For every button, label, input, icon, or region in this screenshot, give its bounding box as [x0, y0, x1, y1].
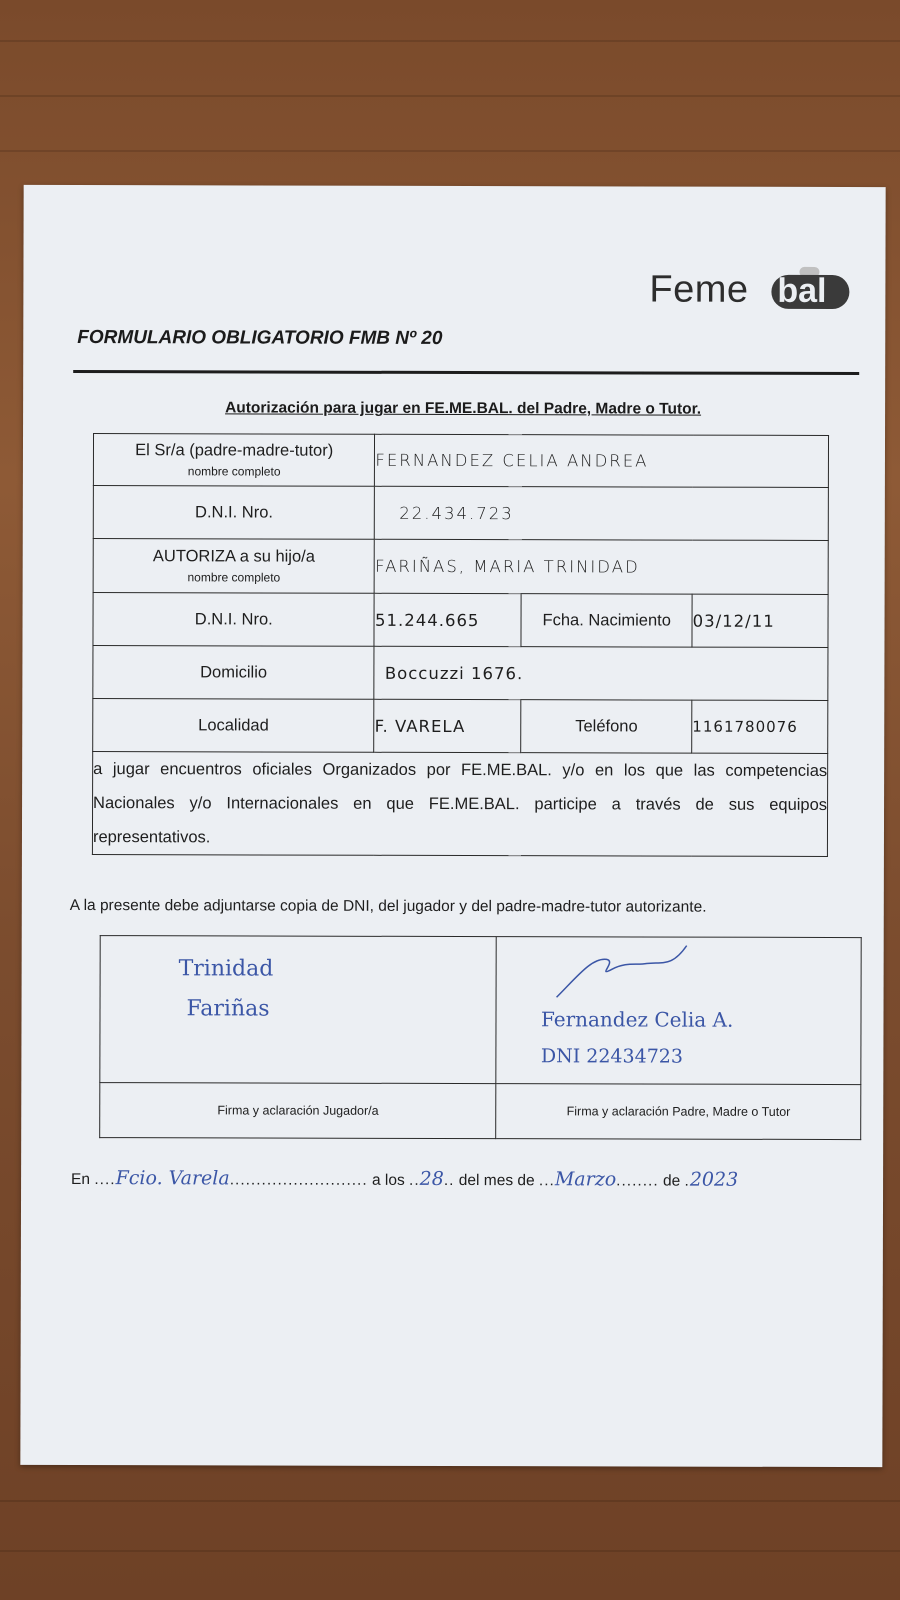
parent-signature-scribble: [537, 937, 697, 1007]
form-subtitle: Autorización para jugar en FE.ME.BAL. del Padre, Madre o Tutor.: [225, 399, 702, 418]
parent-signature-box[interactable]: [496, 937, 861, 1085]
attachment-note: A la presente debe adjuntarse copia de DNI, del jugador y del padre-madre-tutor autorizante.: [69, 896, 707, 916]
player-signature-caption: Firma y aclaración Jugador/a: [100, 1083, 497, 1139]
signature-table: [99, 935, 862, 1140]
parent-dni-field[interactable]: 22.434.723: [375, 486, 829, 540]
day-field[interactable]: 28: [419, 1167, 444, 1190]
parent-signature-line2: DNI 22434723: [540, 1045, 684, 1068]
form-title: FORMULARIO OBLIGATORIO FMB Nº 20: [77, 327, 443, 349]
parent-signature-line1: Fernandez Celia A.: [540, 1007, 734, 1032]
player-signature-box[interactable]: [100, 936, 497, 1084]
city-field[interactable]: F. VARELA: [374, 699, 521, 752]
parent-dni-label: D.N.I. Nro.: [93, 486, 375, 540]
parent-label-cell: El Sr/a (padre-madre-tutor) nombre completo: [93, 434, 375, 487]
birth-date-field[interactable]: 03/12/11: [692, 594, 828, 647]
child-label-cell: AUTORIZA a su hijo/a nombre completo: [93, 539, 375, 594]
city-label: Localidad: [93, 699, 375, 753]
player-signature-line2: Fariñas: [186, 996, 270, 1022]
title-divider: [73, 370, 859, 375]
authorization-paragraph: a jugar encuentros oficiales Organizados por FE.ME.BAL. y/o en los que las competencias Nacionales y/o Internacionales en que FE.ME.BAL. participe a través de sus equipos representativos.: [92, 752, 827, 857]
phone-field[interactable]: 1161780076: [692, 700, 828, 753]
birth-date-label: Fcha. Nacimiento: [521, 594, 692, 647]
authorization-table: [92, 433, 829, 857]
player-signature-line1: Trinidad: [178, 956, 274, 982]
place-field[interactable]: Fcio. Varela: [115, 1167, 230, 1190]
year-field[interactable]: 2023: [689, 1168, 739, 1191]
date-place-line: En ....Fcio. Varela.......................... a los ..28.. del mes de ...Marzo........ de .2023: [71, 1167, 739, 1191]
child-dni-field[interactable]: 51.244.665: [374, 593, 521, 646]
address-field[interactable]: Boccuzzi 1676.: [374, 646, 828, 700]
phone-label: Teléfono: [521, 700, 692, 753]
child-name-field[interactable]: FARIÑAS, MARIA TRINIDAD: [375, 539, 829, 594]
parent-signature-caption: Firma y aclaración Padre, Madre o Tutor: [496, 1084, 861, 1140]
month-field[interactable]: Marzo: [554, 1168, 617, 1191]
parent-name-field[interactable]: FERNANDEZ CELIA ANDREA: [375, 434, 829, 487]
child-dni-label: D.N.I. Nro.: [93, 593, 375, 647]
address-label: Domicilio: [93, 646, 375, 700]
form-paper: [20, 185, 885, 1467]
